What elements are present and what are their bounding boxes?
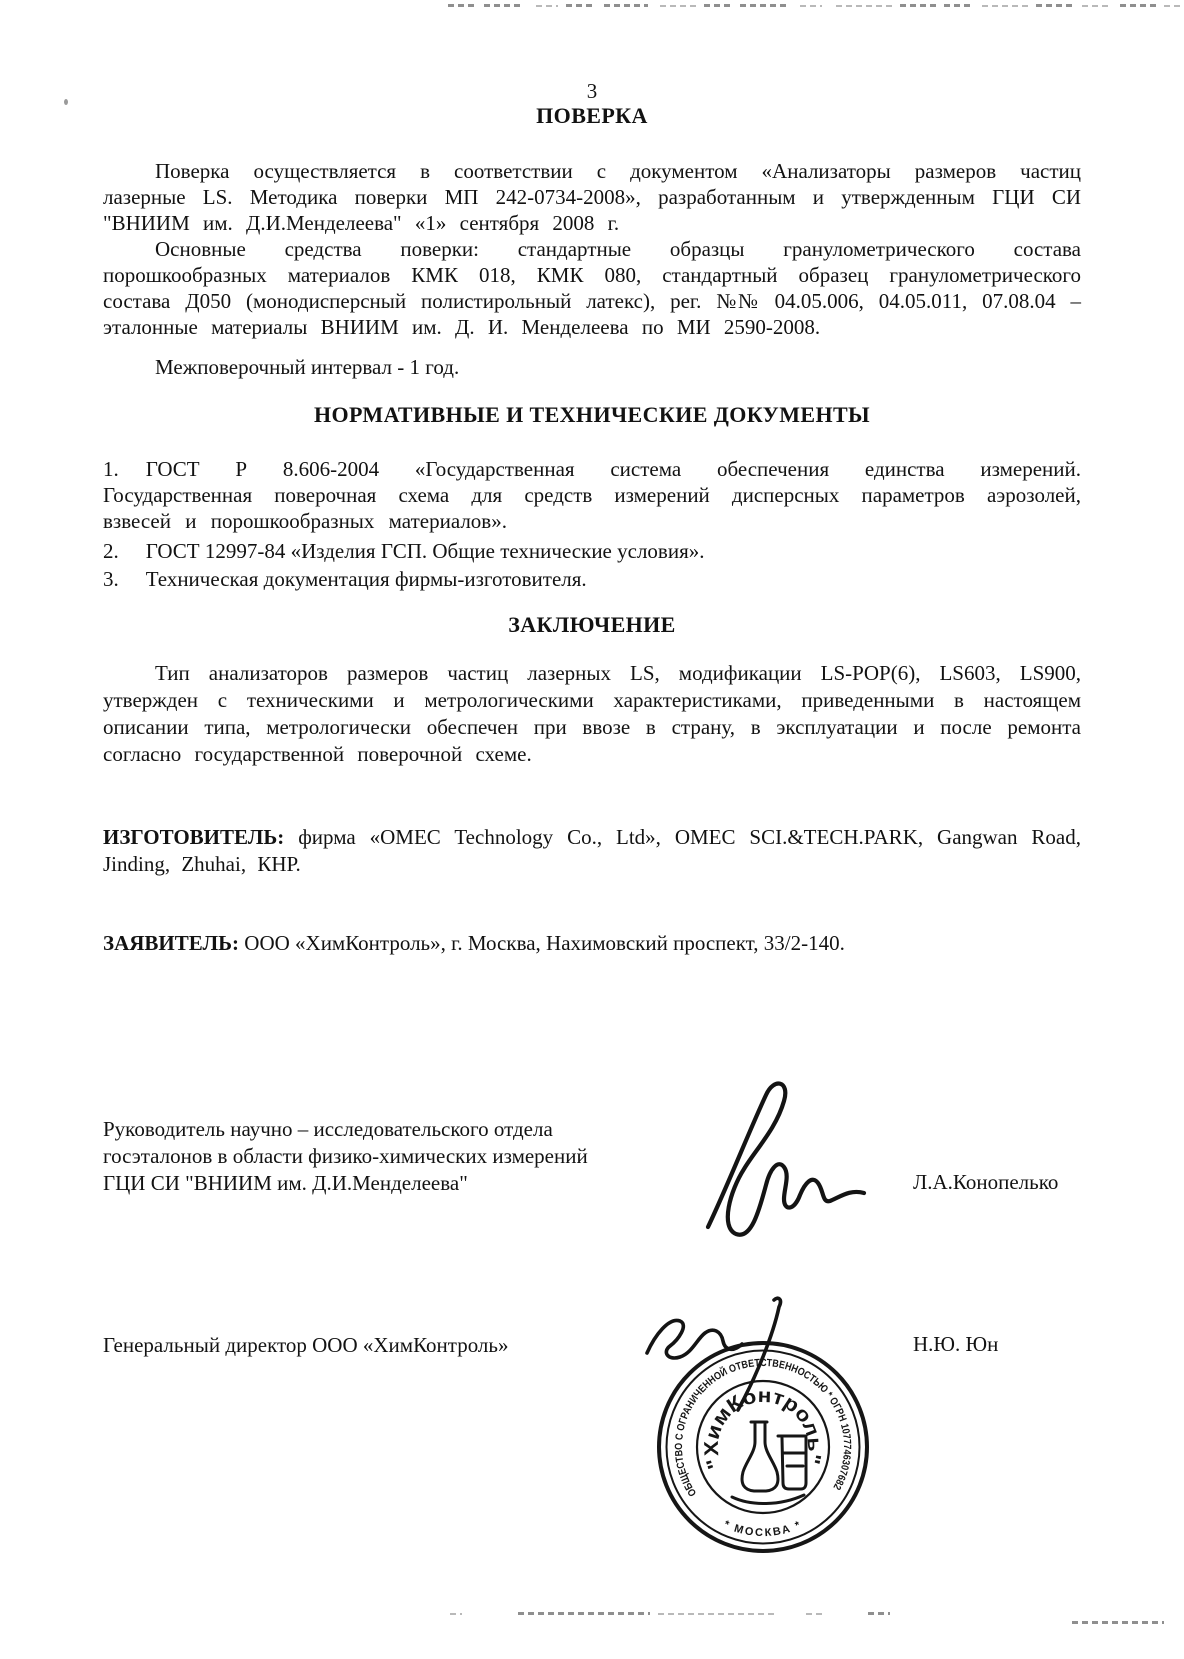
signatory-2-title: Генеральный директор ООО «ХимКонтроль» xyxy=(103,1333,509,1357)
svg-text:* МОСКВА * xyxy=(722,1518,804,1539)
manufacturer-text: фирма «OMEC Technology Co., Ltd», OMEC SCI.&TECH.PARK, Gangwan Road, Jinding, Zhuhai, КНР. xyxy=(103,825,1081,876)
item-text: ГОСТ 12997-84 «Изделия ГСП. Общие технические условия». xyxy=(145,539,705,563)
item-text: ГОСТ Р 8.606-2004 «Государственная система обеспечения единства измерений. Государственная поверочная схема для средств измерений дисперсных параметров аэрозолей, взвесей и порошкообразных материалов». xyxy=(103,457,1081,533)
flask-beaker-icon xyxy=(732,1422,806,1504)
page-number: 3 xyxy=(586,79,598,103)
normative-item-3 xyxy=(103,566,1081,592)
manufacturer-paragraph xyxy=(103,824,1081,878)
item-text: Техническая документация фирмы-изготовителя. xyxy=(145,567,587,591)
flask-icon xyxy=(742,1422,778,1491)
verification-paragraph-1: Поверка осуществляется в соответствии с документом «Анализаторы размеров частиц лазерные LS. Методика поверки МП 242-0734-2008», разработанным и утвержденным ГЦИ СИ "ВНИИМ им. Д.И.Менделеева" «1» сентября 2008 г. xyxy=(103,159,1081,235)
beaker-icon xyxy=(778,1436,806,1489)
applicant-label: ЗАЯВИТЕЛЬ: xyxy=(103,931,240,955)
applicant-paragraph xyxy=(103,930,1081,956)
applicant-text: ООО «ХимКонтроль», г. Москва, Нахимовский проспект, 33/2-140. xyxy=(244,931,845,955)
normative-item-1 xyxy=(103,456,1081,534)
signature-stroke xyxy=(708,1084,864,1235)
conclusion-heading: ЗАКЛЮЧЕНИЕ xyxy=(508,612,676,637)
item-number: 2. xyxy=(103,539,119,563)
signatory-1-title xyxy=(103,1116,588,1197)
signature-stroke xyxy=(647,1320,742,1358)
signatory-1-name: Л.А.Конопелько xyxy=(913,1170,1059,1194)
verification-interval: Межповерочный интервал - 1 год. xyxy=(155,355,460,379)
signatory-2-name: Н.Ю. Юн xyxy=(913,1332,999,1356)
stamp-bottom-text: * МОСКВА * xyxy=(721,1518,805,1540)
signature-1 xyxy=(698,1075,870,1241)
item-number: 3. xyxy=(103,567,119,591)
stamp-swoosh xyxy=(732,1495,804,1504)
conclusion-paragraph: Тип анализаторов размеров частиц лазерных LS, модификации LS-POP(6), LS603, LS900, утвержден с техническими и метрологическими характеристиками, приведенными в настоящем описании типа, метрологически обеспечен при ввозе в страну, в эксплуатации и после ремонта согласно государственной поверочной схеме. xyxy=(103,661,1081,766)
signatory-1-title-line: Руководитель научно – исследовательского отдела xyxy=(103,1117,553,1141)
normative-item-2 xyxy=(103,538,1081,564)
stamp-ring-text: ОБЩЕСТВО С ОГРАНИЧЕННОЙ ОТВЕТСТВЕННОСТЬЮ * ОГРН 1077746307682 xyxy=(672,1356,854,1499)
normative-heading: НОРМАТИВНЫЕ И ТЕХНИЧЕСКИЕ ДОКУМЕНТЫ xyxy=(313,402,871,427)
signatory-1-title-line: госэталонов в области физико-химических измерений xyxy=(103,1144,588,1168)
signatory-1-title-line: ГЦИ СИ "ВНИИМ им. Д.И.Менделеева" xyxy=(103,1171,468,1195)
signature-2 xyxy=(643,1295,795,1417)
signature-2-ink xyxy=(643,1295,795,1417)
stamp-company-text: "ХимКонтроль" xyxy=(700,1384,826,1472)
manufacturer-label: ИЗГОТОВИТЕЛЬ: xyxy=(103,825,285,849)
signature-1-ink xyxy=(698,1075,870,1241)
item-number: 1. xyxy=(103,457,119,481)
verification-paragraph-2: Основные средства поверки: стандартные образцы гранулометрического состава порошкообразных материалов КМК 018, КМК 080, стандартный образец гранулометрического состава Д050 (монодисперсный полистирольный латекс), рег. №№ 04.05.006, 04.05.011, 07.08.04 – эталонные материалы ВНИИМ им. Д. И. Менделеева по МИ 2590-2008. xyxy=(103,237,1081,339)
page-title: ПОВЕРКА xyxy=(536,103,648,128)
signature-stroke xyxy=(738,1298,780,1410)
